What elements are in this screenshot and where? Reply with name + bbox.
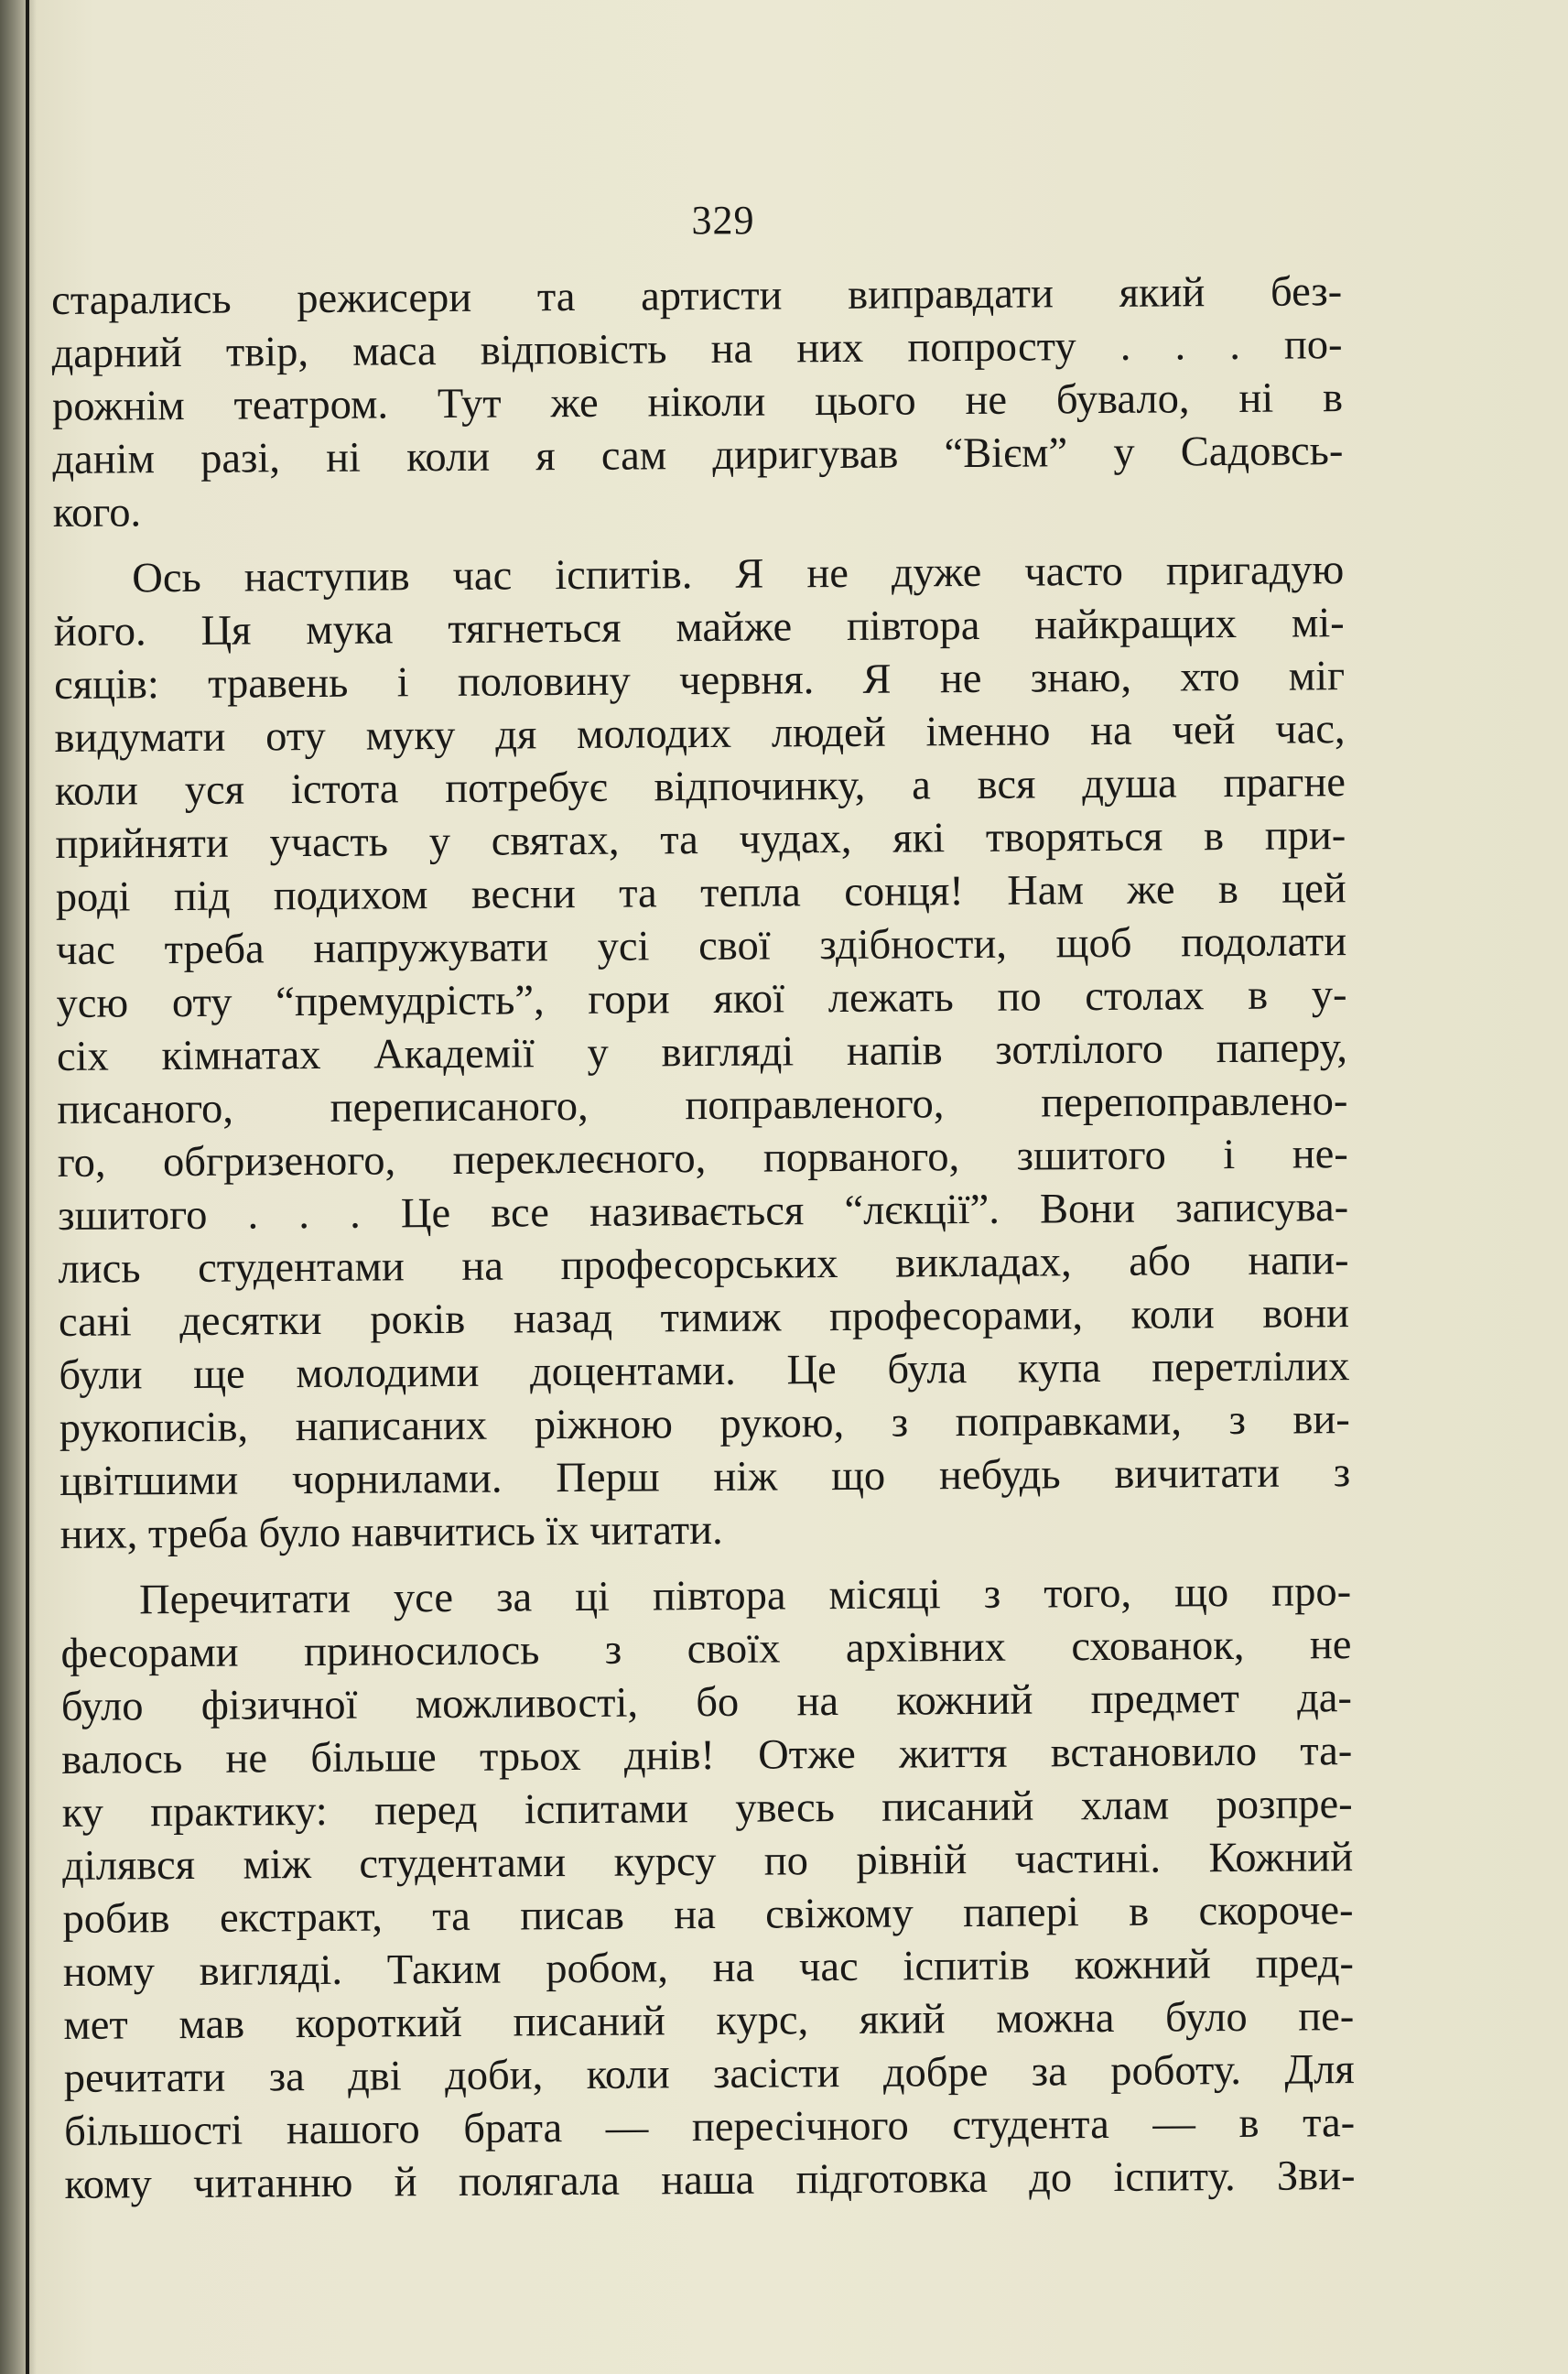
- text-line: сані десятки років назад тимиж професорами, коли вони: [58, 1290, 1350, 1346]
- text-line: данім разі, ні коли я сам диригував “Вієм” у Садовсь-: [52, 428, 1344, 483]
- text-line: ку практику: перед іспитами увесь писаний хлам розпре-: [61, 1781, 1353, 1837]
- text-line: писаного, переписаного, поправленого, перепоправлено-: [57, 1078, 1348, 1133]
- text-line: рукописів, написаних ріжною рукою, з поправками, з ви-: [59, 1396, 1350, 1452]
- paragraph-1: [51, 266, 1344, 540]
- body-text: [51, 266, 1356, 2212]
- text-line: сяців: травень і половину червня. Я не знаю, хто міг: [53, 653, 1346, 709]
- text-line: було фізичної можливості, бо на кожний предмет да-: [60, 1675, 1353, 1730]
- text-line: час треба напружувати усі свої здібности, щоб подолати: [55, 918, 1347, 974]
- text-line: кому читанню й полягала наша підготовка до іспиту. Зви-: [64, 2152, 1356, 2208]
- paragraph-2: [53, 544, 1351, 1562]
- text-line: фесорами приносилось з своїх архівних схованок, не: [60, 1621, 1352, 1677]
- text-line: лись студентами на професорських викладах, або напи-: [58, 1237, 1349, 1293]
- text-line: валось не більше трьох днів! Отже життя встановило та-: [61, 1728, 1353, 1783]
- text-line: Перечитати усе за ці півтора місяці з того, що про-: [138, 1568, 1352, 1624]
- text-line: мет мав короткий писаний курс, який можна було пе-: [63, 1993, 1355, 2049]
- text-line: зшитого . . . Це все називається “лєкції”. Вони записува-: [58, 1184, 1349, 1240]
- text-line: роді під подихом весни та тепла сонця! Нам же в цей: [55, 865, 1346, 921]
- text-line: ному вигляді. Таким робом, на час іспитів кожний пред-: [62, 1940, 1355, 1996]
- text-line: кого.: [52, 489, 142, 537]
- text-line: речитати за дві доби, коли засісти добре за роботу. Для: [63, 2046, 1355, 2102]
- text-line: були ще молодими доцентами. Це була купа перетлілих: [59, 1343, 1350, 1399]
- spine-edge: [26, 0, 29, 2374]
- text-line: більшості нашого брата — пересічного студента — в та-: [63, 2099, 1356, 2155]
- text-line: видумати оту муку дя молодих людей іменно на чей час,: [54, 706, 1346, 762]
- text-line: сіх кімнатах Академії у вигляді напів зотлілого паперу,: [56, 1024, 1348, 1080]
- text-line: старались режисери та артисти виправдати який без-: [51, 268, 1343, 324]
- text-line: го, обгризеного, переклеєного, порваного, зшитого і не-: [57, 1131, 1348, 1187]
- text-line: коли уся істота потребує відпочинку, а вся душа прагне: [54, 759, 1346, 815]
- text-line: дарний твір, маса відповість на них попросту . . . по-: [51, 321, 1343, 377]
- text-line: ділявся між студентами курсу по рівній частині. Кожний: [61, 1834, 1354, 1890]
- binding-shadow: [0, 0, 37, 2374]
- text-line: рожнім театром. Тут же ніколи цього не бувало, ні в: [51, 374, 1344, 430]
- text-line: цвітшими чорнилами. Перш ніж що небудь вичитати з: [59, 1449, 1351, 1505]
- paragraph-3: [60, 1566, 1356, 2212]
- text-line: Ось наступив час іспитів. Я не дуже часто пригадую: [132, 547, 1345, 602]
- text-line: робив екстракт, та писав на свіжому папері в скороче-: [62, 1887, 1354, 1943]
- text-line: них, треба було навчитись їх читати.: [59, 1506, 723, 1558]
- text-line: його. Ця мука тягнеться майже півтора найкращих мі-: [53, 600, 1345, 656]
- page-number: 329: [691, 198, 755, 243]
- text-line: усю оту “премудрість”, гори якої лежать по столах в у-: [56, 971, 1347, 1027]
- text-line: прийняти участь у святах, та чудах, які творяться в при-: [55, 812, 1346, 868]
